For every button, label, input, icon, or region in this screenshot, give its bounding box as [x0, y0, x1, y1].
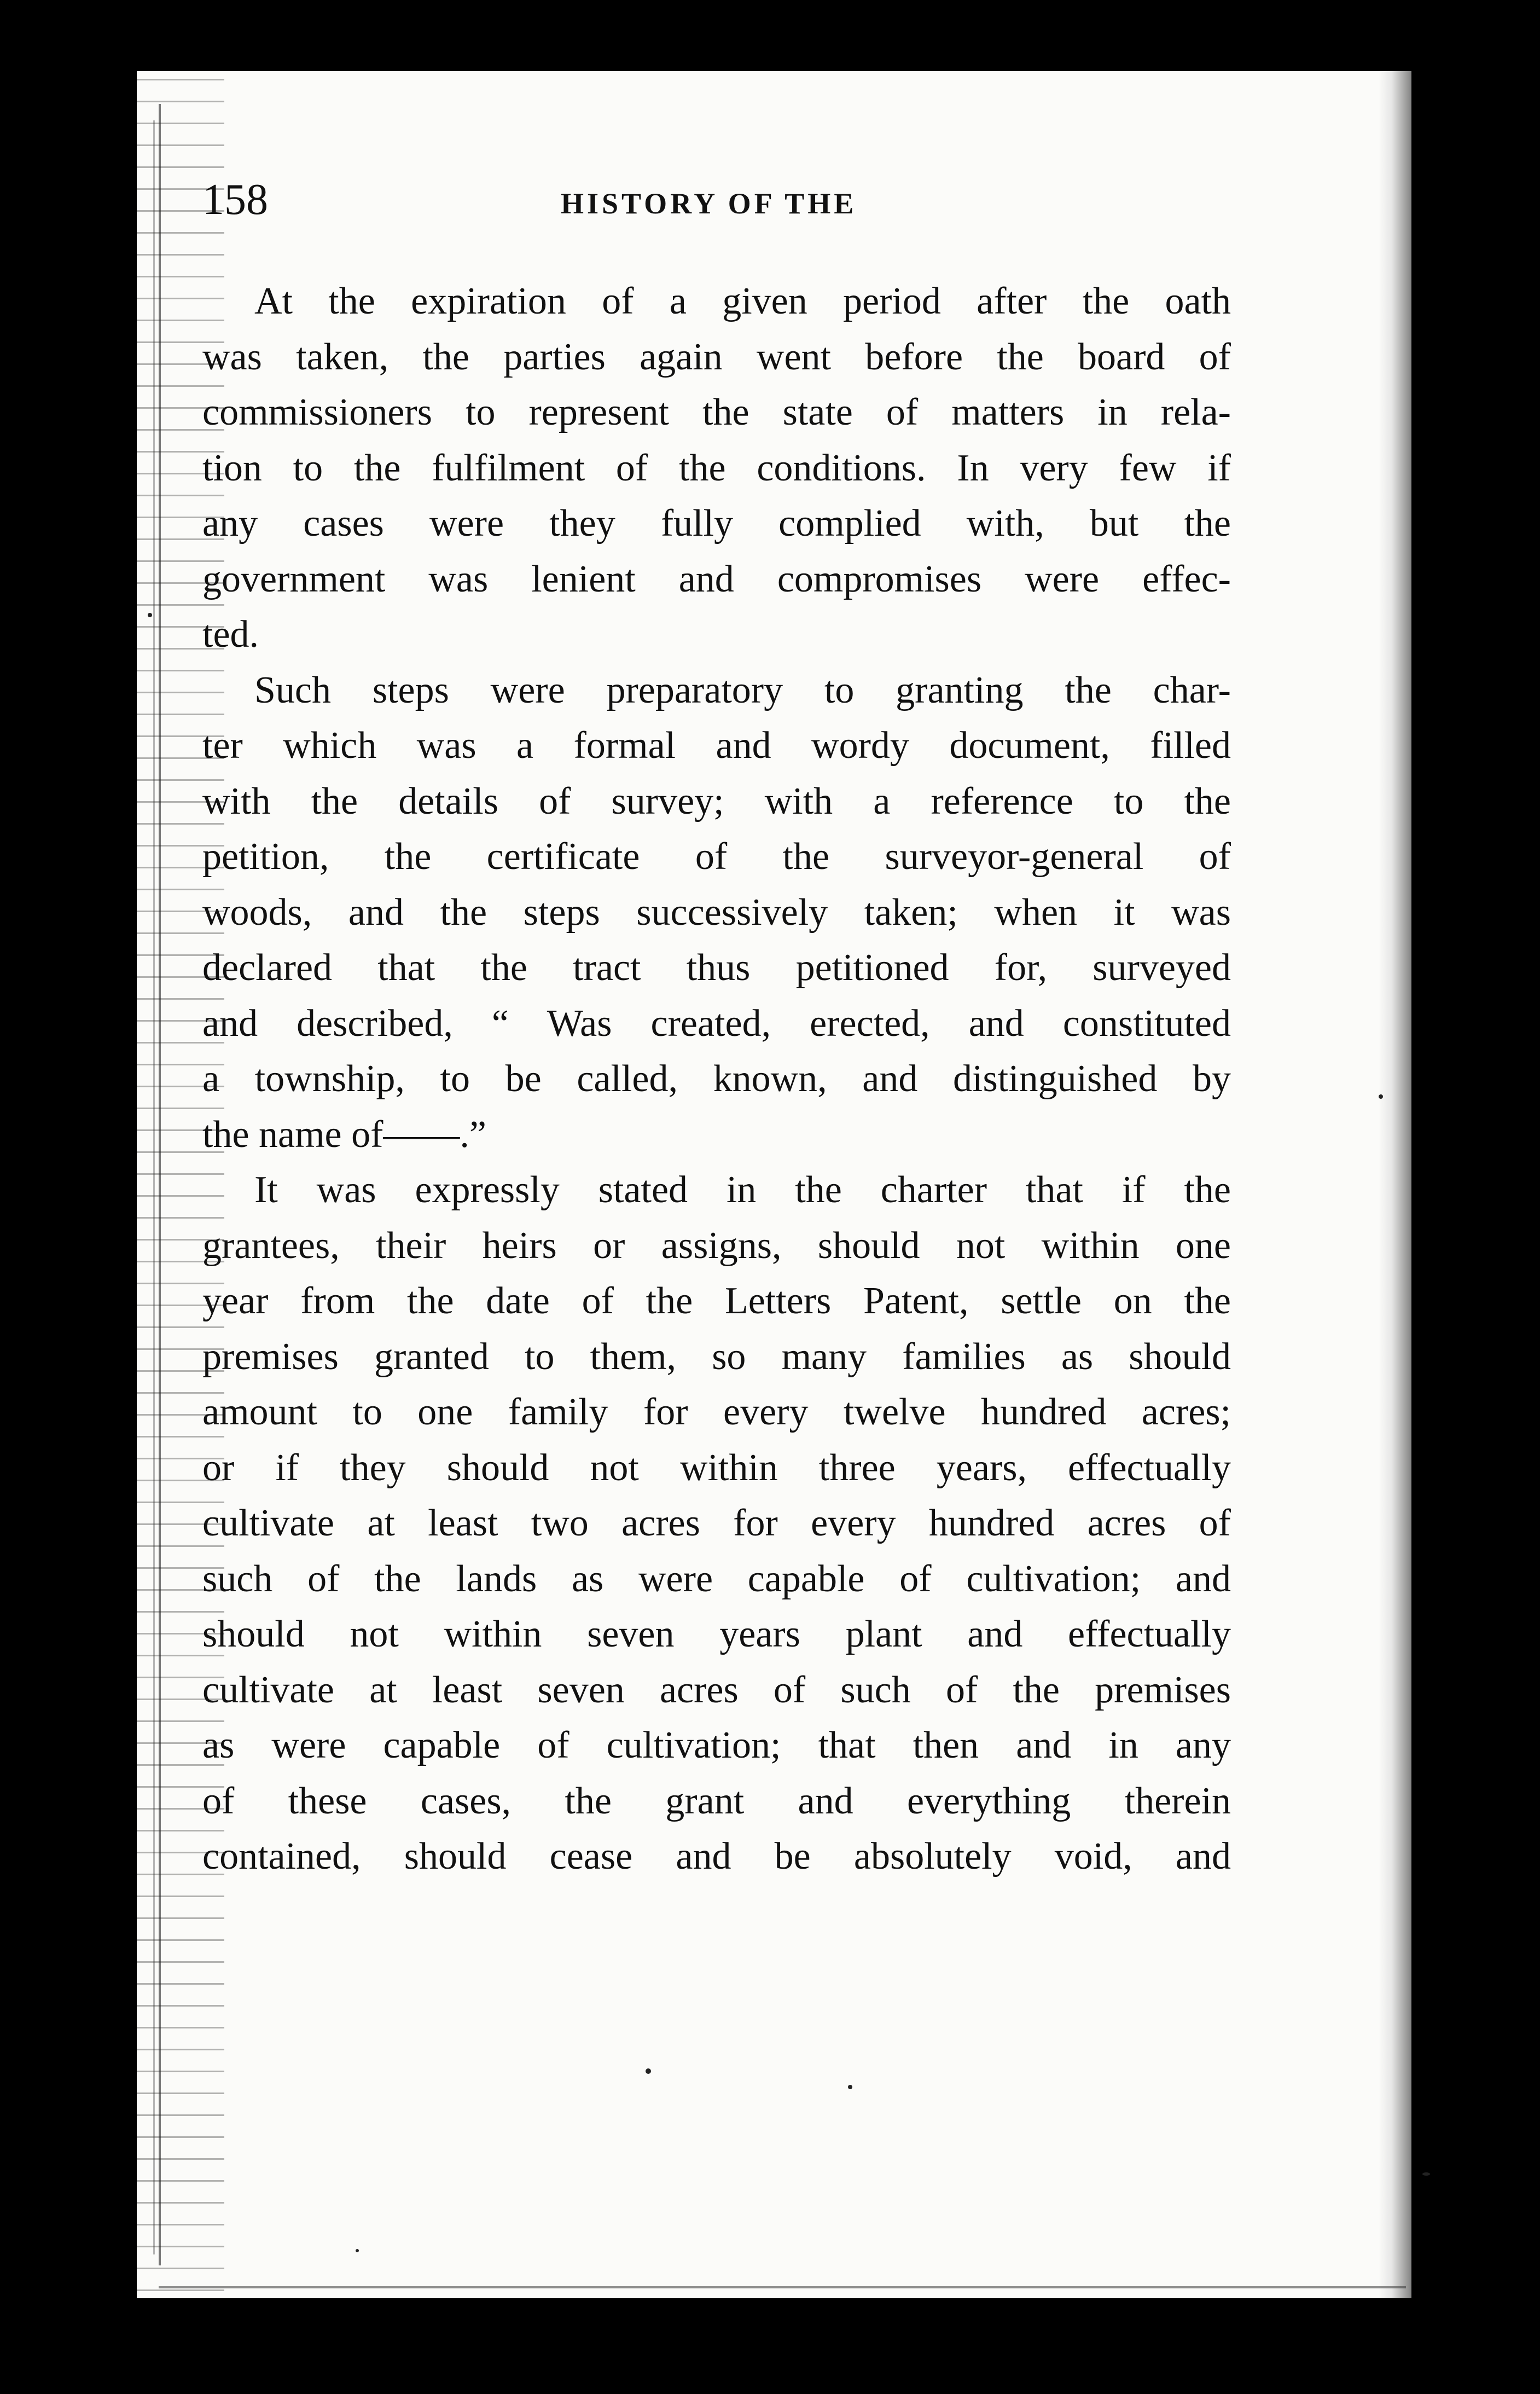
text-line: as were capable of cultivation; that then and in any	[202, 1724, 1231, 1766]
text-line: any cases were they fully complied with, but the	[202, 502, 1231, 544]
paragraph	[202, 274, 1231, 663]
text-line: premises granted to them, so many families as should	[202, 1335, 1231, 1378]
paragraph	[202, 663, 1231, 1163]
scan-speck	[1422, 2172, 1430, 2176]
text-line: grantees, their heirs or assigns, should not within one	[202, 1224, 1231, 1267]
scan-speck	[646, 2068, 651, 2074]
text-line: government was lenient and compromises were effec-	[202, 558, 1231, 600]
text-line: should not within seven years plant and effectually	[202, 1613, 1231, 1655]
scan-speck	[1379, 1094, 1383, 1099]
text-line: amount to one family for every twelve hundred acres;	[202, 1391, 1231, 1433]
text-line: cultivate at least seven acres of such of the premises	[202, 1668, 1231, 1711]
scan-speck	[848, 2085, 852, 2089]
text-line: the name of——.”	[202, 1113, 486, 1156]
text-line: ter which was a formal and wordy document, filled	[202, 724, 1231, 767]
binding-rule-secondary	[153, 120, 155, 2254]
text-line: ted.	[202, 613, 259, 656]
text-line: with the details of survey; with a reference to the	[202, 780, 1231, 822]
page-right-edge	[1379, 71, 1411, 2298]
text-line: declared that the tract thus petitioned for, surveyed	[202, 947, 1231, 989]
text-line: and described, “ Was created, erected, and constituted	[202, 1002, 1231, 1045]
scan-speck	[356, 2249, 359, 2252]
paragraph	[202, 1162, 1231, 1885]
page-number: 158	[202, 176, 268, 224]
text-line: was taken, the parties again went before the board of	[202, 335, 1231, 378]
text-line: It was expressly stated in the charter that if the	[254, 1169, 1231, 1211]
text-line: such of the lands as were capable of cultivation; and	[202, 1557, 1231, 1600]
text-line: year from the date of the Letters Patent, settle on the	[202, 1280, 1231, 1322]
text-line: Such steps were preparatory to granting the char-	[254, 669, 1231, 711]
page-bottom-edge	[159, 2286, 1406, 2288]
text-line: woods, and the steps successively taken; when it was	[202, 891, 1231, 934]
text-line: of these cases, the grant and everything therein	[202, 1779, 1231, 1822]
text-line: cultivate at least two acres for every hundred acres of	[202, 1502, 1231, 1544]
running-head: HISTORY OF THE	[561, 187, 857, 220]
text-line: a township, to be called, known, and distinguished by	[202, 1058, 1231, 1100]
text-line: contained, should cease and be absolutely void, and	[202, 1835, 1231, 1877]
text-line: commissioners to represent the state of matters in rela-	[202, 391, 1231, 433]
binding-rule	[159, 104, 161, 2265]
body-text	[202, 274, 1231, 1885]
text-line: or if they should not within three years, effectually	[202, 1446, 1231, 1489]
text-line: tion to the fulfilment of the conditions. In very few if	[202, 447, 1231, 489]
scan-speck	[148, 613, 152, 617]
text-line: petition, the certificate of the surveyor-general of	[202, 836, 1231, 878]
text-line: At the expiration of a given period after the oath	[254, 280, 1231, 322]
